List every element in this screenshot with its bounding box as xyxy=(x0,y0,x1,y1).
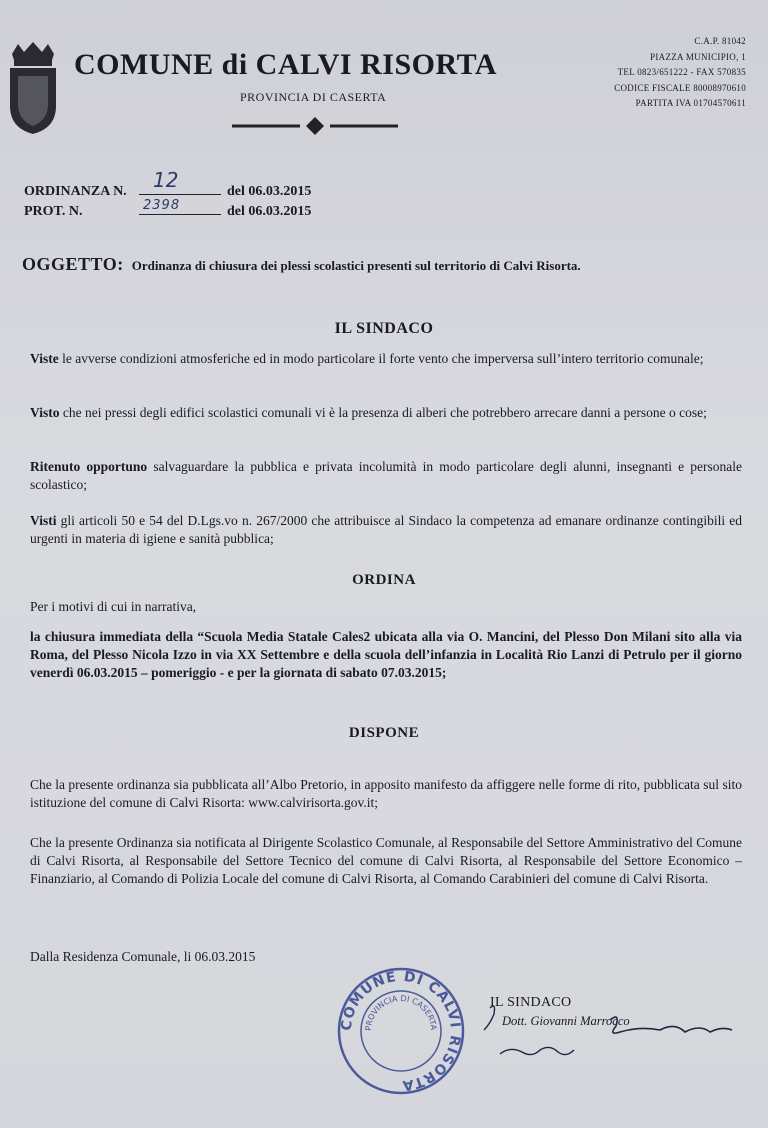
protocol-number-row xyxy=(24,200,311,220)
contact-info xyxy=(614,34,746,112)
contact-fiscal-code: CODICE FISCALE 80008970610 xyxy=(614,82,746,93)
paragraph-notifica: Che la presente Ordinanza sia notificata al Dirigente Scolastico Comunale, al Responsabile del Settore Amministrativo del Comune di Calvi Risorta, al Responsabile del Settore Tecnico del comune di Calvi Risorta, al Responsabile del Settore Economico – Finanziario, al Comando di Polizia Locale del comune di Calvi Risorta, al Comando Carabinieri del comune di Calvi Risorta. xyxy=(30,835,742,886)
province-subtitle: PROVINCIA DI CASERTA xyxy=(240,90,387,104)
protocol-label: PROT. N. xyxy=(24,204,83,219)
paragraph-motivi: Per i motivi di cui in narrativa, xyxy=(30,599,197,614)
paragraph-chiusura: la chiusura immediata della “Scuola Media Statale Cales2 ubicata alla via O. Mancini, del Plesso Don Milani sito alla via Roma, del Plesso Nicola Izzo in via XX Settembre e della scuola dell’infanzia in Località Rio Lanzi di Petrulo per il giorno venerdì 06.03.2015 – pomeriggio - e per la giornata di sabato 07.03.2015; xyxy=(30,629,742,680)
paragraph-pubblicazione: Che la presente ordinanza sia pubblicata all’Albo Pretorio, in apposito manifesto da affiggere nelle forme di rito, pubblicata sul sito istituzione del comune di Calvi Risorta: www.calvirisorta.gov.it; xyxy=(30,777,742,810)
divider-ornament-icon xyxy=(230,116,400,136)
handwritten-signature-icon xyxy=(470,1002,740,1072)
subject-line xyxy=(22,254,581,275)
paragraph-text: che nei pressi degli edifici scolastici comunali vi è la presenza di alberi che potrebbero arrecare danni a persone o cose; xyxy=(59,405,707,420)
heading-ordina: ORDINA xyxy=(352,572,416,588)
paragraph-text: gli articoli 50 e 54 del D.Lgs.vo n. 267/2000 che attribuisce al Sindaco la competenza ad emanare ordinanze contingibili ed urgenti in materia di igiene e sanità pubblica; xyxy=(30,513,742,546)
paragraph-lead: Ritenuto opportuno xyxy=(30,459,148,474)
ordinance-number-field xyxy=(139,168,221,195)
contact-phone: TEL 0823/651222 - FAX 570835 xyxy=(617,67,746,77)
contact-cap: C.A.P. 81042 xyxy=(694,36,746,46)
paragraph-visti xyxy=(30,512,742,548)
ordinance-reference xyxy=(24,168,312,220)
municipal-crest-icon xyxy=(2,40,64,136)
heading-dispone: DISPONE xyxy=(348,725,420,741)
paragraph-lead: Viste xyxy=(30,351,59,366)
protocol-date: del 06.03.2015 xyxy=(227,204,312,219)
svg-text:COMUNE DI CALVI RISORTA: COMUNE DI CALVI RISORTA xyxy=(338,968,464,1094)
paragraph-text: salvaguardare la pubblica e privata incolumità in modo particolare degli alunni, insegnanti e personale scolastico; xyxy=(30,459,742,492)
paragraph-viste xyxy=(30,350,742,368)
ordinance-date: del 06.03.2015 xyxy=(227,184,312,199)
signature-name: Dott. Giovanni Marrocco xyxy=(502,1014,630,1028)
ordinance-label: ORDINANZA N. xyxy=(24,184,127,199)
protocol-number-handwritten: 2398 xyxy=(143,198,181,213)
municipality-title: COMUNE di CALVI RISORTA xyxy=(74,48,498,81)
paragraph-visto xyxy=(30,404,742,422)
protocol-number-field xyxy=(139,200,221,215)
subject-label: OGGETTO: xyxy=(22,254,124,274)
paragraph-ritenuto xyxy=(30,458,742,494)
svg-text:PROVINCIA DI CASERTA: PROVINCIA DI CASERTA xyxy=(363,993,439,1032)
signature-role: IL SINDACO xyxy=(490,995,572,1010)
paragraph-lead: Visto xyxy=(30,405,60,420)
contact-vat: PARTITA IVA 01704570611 xyxy=(635,98,746,108)
municipal-stamp-icon xyxy=(336,966,466,1096)
paragraph-lead: Visti xyxy=(30,513,57,528)
heading-il-sindaco: IL SINDACO xyxy=(334,320,434,337)
subject-text: Ordinanza di chiusura dei plessi scolastici presenti sul territorio di Calvi Risorta. xyxy=(131,258,581,273)
paragraph-text: le avverse condizioni atmosferiche ed in modo particolare il forte vento che imperversa sull’intero territorio comunale; xyxy=(58,351,704,366)
paragraph-residenza: Dalla Residenza Comunale, li 06.03.2015 xyxy=(30,949,256,964)
contact-address: PIAZZA MUNICIPIO, 1 xyxy=(650,51,746,62)
ordinance-number-handwritten: 12 xyxy=(153,168,179,192)
